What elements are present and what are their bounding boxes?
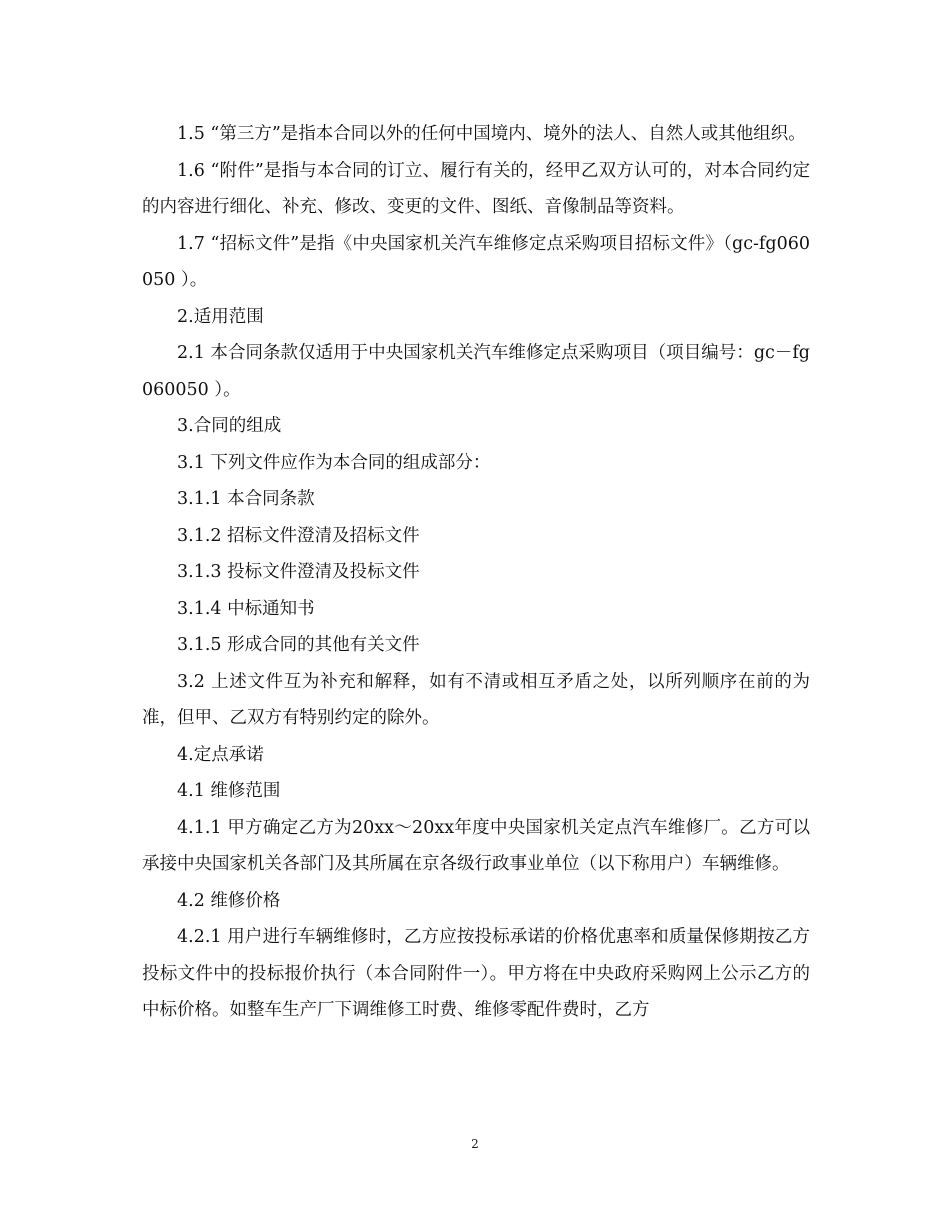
paragraph-2-1: 2.1 本合同条款仅适用于中央国家机关汽车维修定点采购项目（项目编号：gc－fg060050 ）。 xyxy=(142,343,810,400)
paragraph-3-1-5: 3.1.5 形成合同的其他有关文件 xyxy=(177,635,420,655)
paragraph-1-6: 1.6 “附件”是指与本合同的订立、履行有关的，经甲乙双方认可的，对本合同约定的内容进行细化、补充、修改、变更的文件、图纸、音像制品等资料。 xyxy=(142,160,810,217)
paragraph-4-2: 4.2 维修价格 xyxy=(177,890,281,911)
page-number: 2 xyxy=(471,1137,479,1151)
paragraph-1-5: 1.5 “第三方”是指本合同以外的任何中国境内、境外的法人、自然人或其他组织。 xyxy=(177,124,806,144)
paragraph-3-1-3: 3.1.3 投标文件澄清及投标文件 xyxy=(177,562,420,582)
paragraph-3-1-2: 3.1.2 招标文件澄清及招标文件 xyxy=(177,525,420,546)
document-body xyxy=(142,116,810,1029)
paragraph-4-2-1: 4.2.1 用户进行车辆维修时，乙方应按投标承诺的价格优惠率和质量保修期按乙方投标文件中的投标报价执行（本合同附件一）。甲方将在中央政府采购网上公示乙方的中标价格。如整车生产厂下调维修工时费、维修零配件费时，乙方 xyxy=(142,927,810,1020)
paragraph-3-1-1: 3.1.1 本合同条款 xyxy=(177,489,315,509)
paragraph-3-2: 3.2 上述文件互为补充和解释，如有不清或相互矛盾之处，以所列顺序在前的为准，但甲、乙双方有特别约定的除外。 xyxy=(142,671,810,728)
paragraph-3-1-4: 3.1.4 中标通知书 xyxy=(177,598,315,619)
section-heading-3: 3.合同的组成 xyxy=(177,416,282,436)
paragraph-4-1-1: 4.1.1 甲方确定乙方为20xx～20xx年度中央国家机关定点汽车维修厂。乙方可以承接中央国家机关各部门及其所属在京各级行政事业单位（以下称用户）车辆维修。 xyxy=(142,817,810,874)
paragraph-4-1: 4.1 维修范围 xyxy=(177,781,281,801)
paragraph-1-7: 1.7 “招标文件”是指《中央国家机关汽车维修定点采购项目招标文件》（gc-fg060050 ）。 xyxy=(142,233,810,290)
section-heading-4: 4.定点承诺 xyxy=(177,744,264,765)
paragraph-3-1: 3.1 下列文件应作为本合同的组成部分： xyxy=(177,452,491,473)
section-heading-2: 2.适用范围 xyxy=(177,306,264,327)
